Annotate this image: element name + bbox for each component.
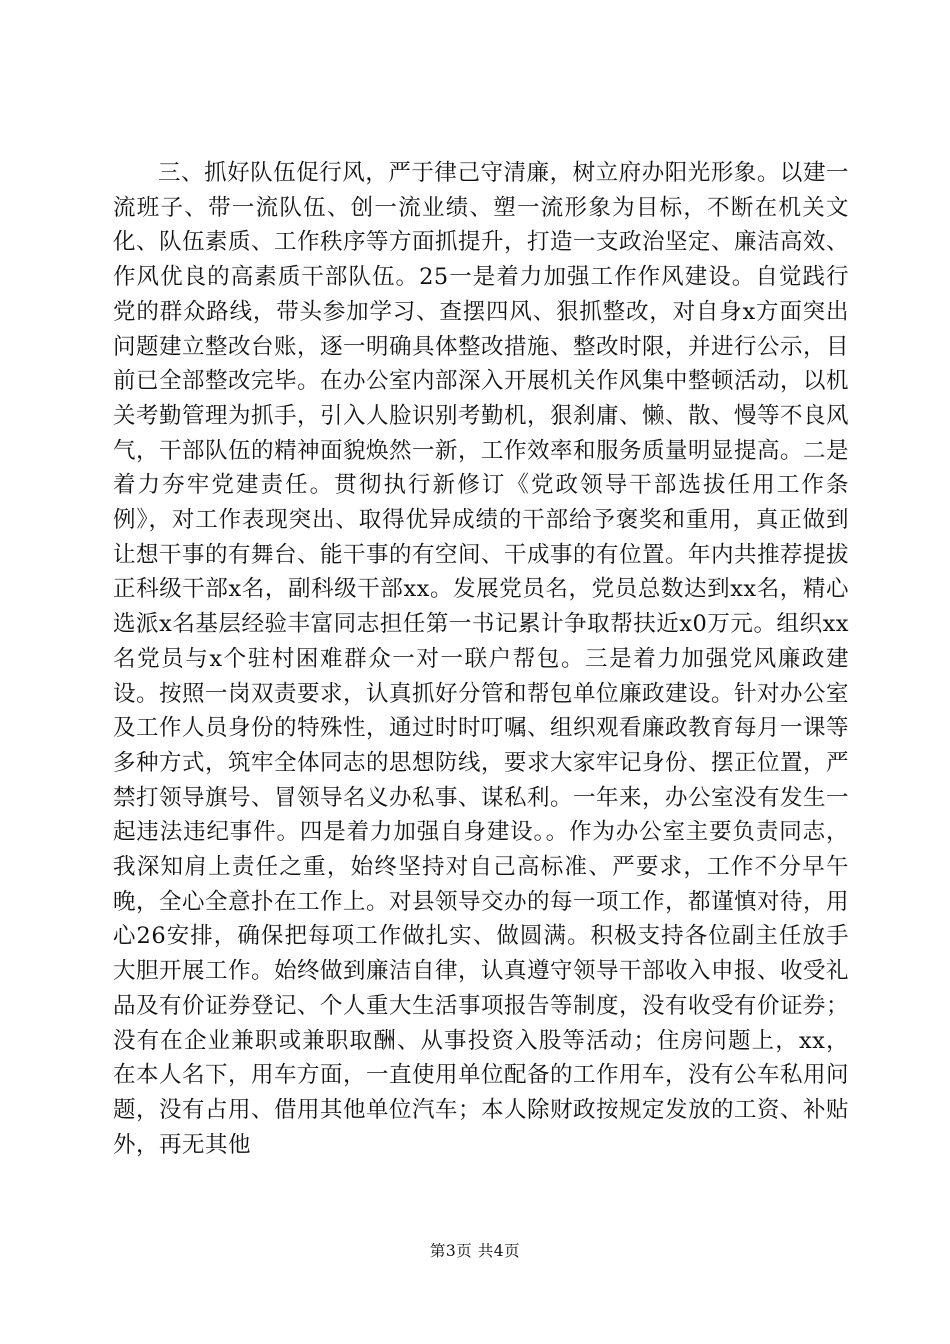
body-paragraph: 三、抓好队伍促行风，严于律己守清廉，树立府办阳光形象。以建一流班子、带一流队伍、创一流业绩、塑一流形象为目标，不断在机关文化、队伍素质、工作秩序等方面抓提升，打造一支政治坚定、廉洁高效、作风优良的高素质干部队伍。25一是着力加强工作作风建设。自觉践行党的群众路线，带头参加学习、查摆四风、狠抓整改，对自身x方面突出问题建立整改台账，逐一明确具体整改措施、整改时限，并进行公示，目前已全部整改完毕。在办公室内部深入开展机关作风集中整顿活动，以机关考勤管理为抓手，引入人脸识别考勤机，狠刹庸、懒、散、慢等不良风气，干部队伍的精神面貌焕然一新，工作效率和服务质量明显提高。二是着力夯牢党建责任。贯彻执行新修订《党政领导干部选拔任用工作条例》，对工作表现突出、取得优异成绩的干部给予褒奖和重用，真正做到让想干事的有舞台、能干事的有空间、干成事的有位置。年内共推荐提拔正科级干部x名，副科级干部xx。发展党员名，党员总数达到xx名，精心选派x名基层经验丰富同志担任第一书记累计争取帮扶近x0万元。组织xx名党员与x个驻村困难群众一对一联户帮包。三是着力加强党风廉政建设。按照一岗双责要求，认真抓好分管和帮包单位廉政建设。针对办公室及工作人员身份的特殊性，通过时时叮嘱、组织观看廉政教育每月一课等多种方式，筑牢全体同志的思想防线，要求大家牢记身份、摆正位置，严禁打领导旗号、冒领导名义办私事、谋私利。一年来，办公室没有发生一起违法违纪事件。四是着力加强自身建设。。作为办公室主要负责同志，我深知肩上责任之重，始终坚持对自己高标准、严要求，工作不分早午晚，全心全意扑在工作上。对县领导交办的每一项工作，都谨慎对待，用心26安排，确保把每项工作做扎实、做圆满。积极支持各位副主任放手大胆开展工作。始终做到廉洁自律，认真遵守领导干部收入申报、收受礼品及有价证券登记、个人重大生活事项报告等制度，没有收受有价证券；没有在企业兼职或兼职取酬、从事投资入股等活动；住房问题上，xx，在本人名下，用车方面，一直使用单位配备的工作用车，没有公车私用问题，没有占用、借用其他单位汽车；本人除财政按规定发放的工资、补贴外，再无其他 [113, 160, 850, 1158]
page-number-footer: 第3页 共4页 [429, 1242, 521, 1260]
